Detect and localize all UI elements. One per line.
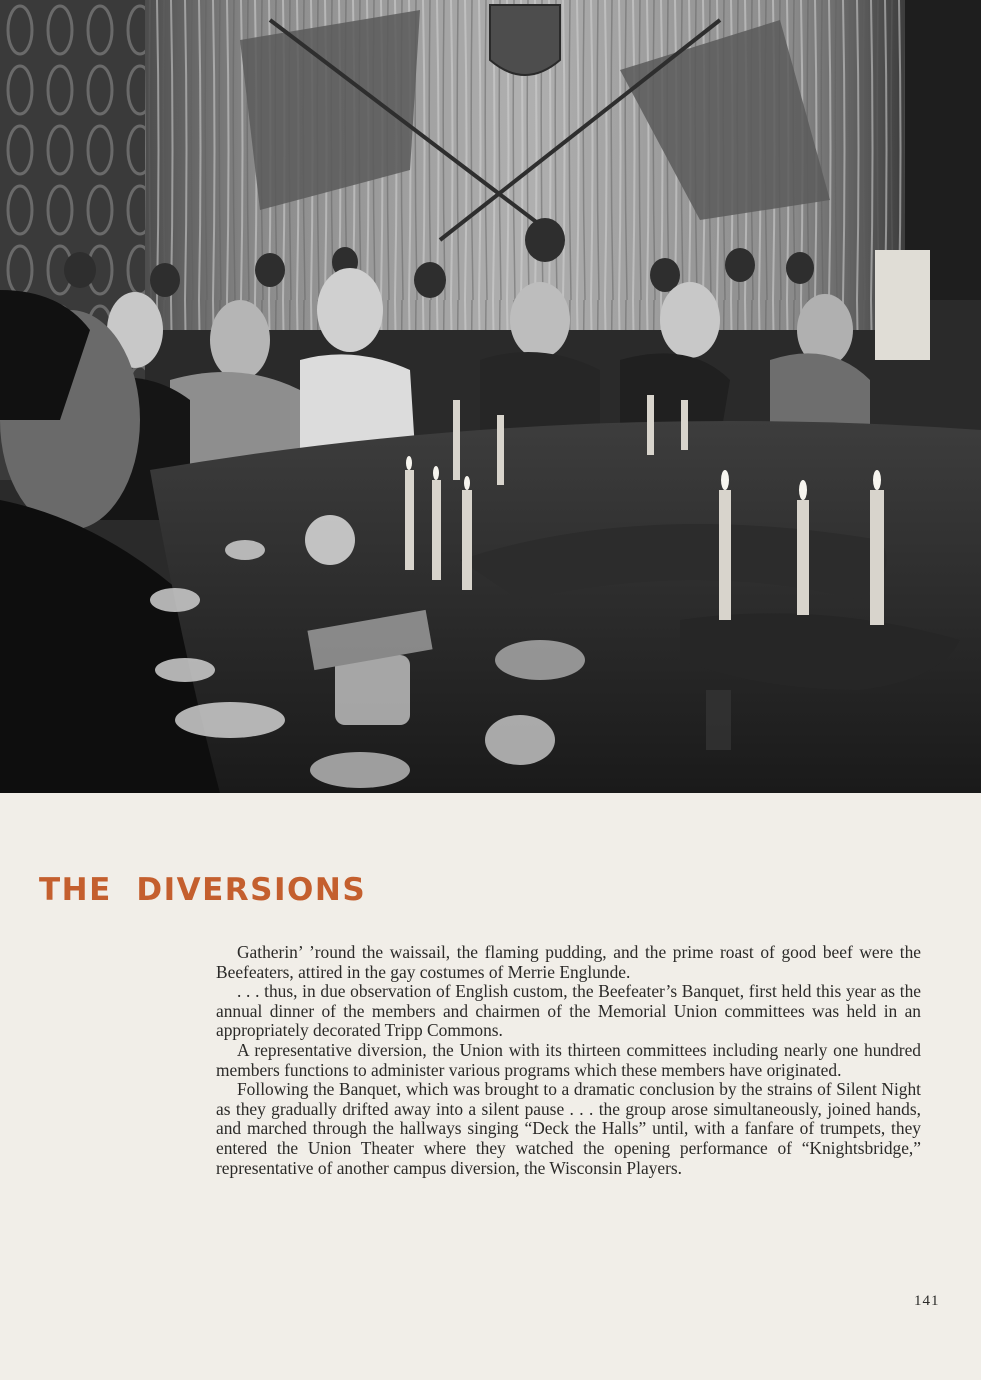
body-text [216, 943, 921, 1178]
paragraph: . . . thus, in due observation of English custom, the Beefeater’s Banquet, first held this year as the annual dinner of the members and chairmen of the Memorial Union committees was held in an appropriately decorated Tripp Commons. [216, 981, 921, 1041]
page-number: 141 [914, 1293, 940, 1309]
section-heading: THE DIVERSIONS [39, 872, 367, 908]
paragraph: Following the Banquet, which was brought to a dramatic conclusion by the strains of Silent Night as they gradually drifted away into a silent pause . . . the group arose simultaneously, joined hands, and marched through the hallways singing “Deck the Halls” until, with a fanfare of trumpets, they entered the Union Theater where they watched the opening performance of “Knightsbridge,” representative of another campus diversion, the Wisconsin Players. [216, 1079, 921, 1178]
paragraph: Gatherin’ ’round the waissail, the flaming pudding, and the prime roast of good beef were the Beefeaters, attired in the gay costumes of Merrie Englunde. [216, 942, 921, 982]
paragraph: A representative diversion, the Union with its thirteen committees including nearly one hundred members functions to administer various programs which these members have originated. [216, 1039, 921, 1080]
